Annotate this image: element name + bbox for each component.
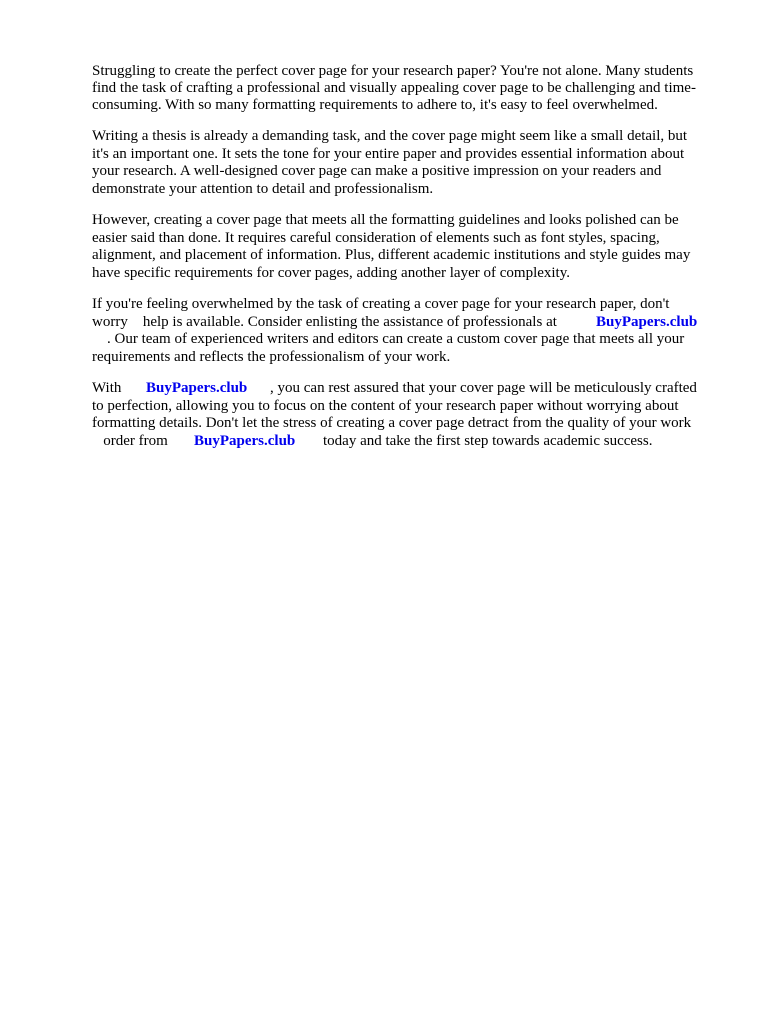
paragraph-2-line-3: your research. A well-designed cover page can make a positive impression on your readers and <box>92 163 662 179</box>
paragraph-1-line-1: Struggling to create the perfect cover page for your research paper? You're not alone. Many students <box>92 63 694 79</box>
paragraph-5-line-3: formatting details. Don't let the stress of creating a cover page detract from the quality of your work <box>92 415 692 431</box>
paragraph-2-line-4: demonstrate your attention to detail and professionalism. <box>92 181 434 197</box>
paragraph-2-line-1: Writing a thesis is already a demanding task, and the cover page might seem like a small detail, but <box>92 128 688 144</box>
paragraph-1-line-3: consuming. With so many formatting requirements to adhere to, it's easy to feel overwhelmed. <box>92 97 658 113</box>
buypapers-link-1[interactable]: BuyPapers.club <box>596 314 698 330</box>
paragraph-5-line-2: to perfection, allowing you to focus on the content of your research paper without worrying about <box>92 398 679 414</box>
paragraph-5-line-1-start: With <box>92 380 122 396</box>
paragraph-5-line-1-end: , you can rest assured that your cover page will be meticulously crafted <box>270 380 697 396</box>
buypapers-link-2[interactable]: BuyPapers.club <box>146 380 248 396</box>
paragraph-3-line-4: have specific requirements for cover pages, adding another layer of complexity. <box>92 265 571 281</box>
paragraph-2-line-2: it's an important one. It sets the tone for your entire paper and provides essential information about <box>92 146 685 162</box>
paragraph-5-line-4-end: today and take the first step towards academic success. <box>323 433 653 449</box>
paragraph-3-line-1: However, creating a cover page that meets all the formatting guidelines and looks polished can be <box>92 212 679 228</box>
paragraph-4-line-1: If you're feeling overwhelmed by the task of creating a cover page for your research paper, don't <box>92 296 670 312</box>
paragraph-3-line-2: easier said than done. It requires careful consideration of elements such as font styles, spacing, <box>92 230 660 246</box>
paragraph-4-line-2 <box>92 313 557 331</box>
paragraph-5-line-4-start: order from <box>92 433 168 449</box>
paragraph-4-line-4: requirements and reflects the professionalism of your work. <box>92 349 451 365</box>
paragraph-1-line-2: find the task of crafting a professional and visually appealing cover page to be challenging and time- <box>92 80 696 96</box>
paragraph-4-line-2-text: worry help is available. Consider enlisting the assistance of professionals at <box>92 314 557 330</box>
buypapers-link-3[interactable]: BuyPapers.club <box>194 433 296 449</box>
paragraph-3-line-3: alignment, and placement of information. Plus, different academic institutions and style guides may <box>92 247 691 263</box>
paragraph-4-line-3: . Our team of experienced writers and editors can create a custom cover page that meets all your <box>92 331 685 347</box>
